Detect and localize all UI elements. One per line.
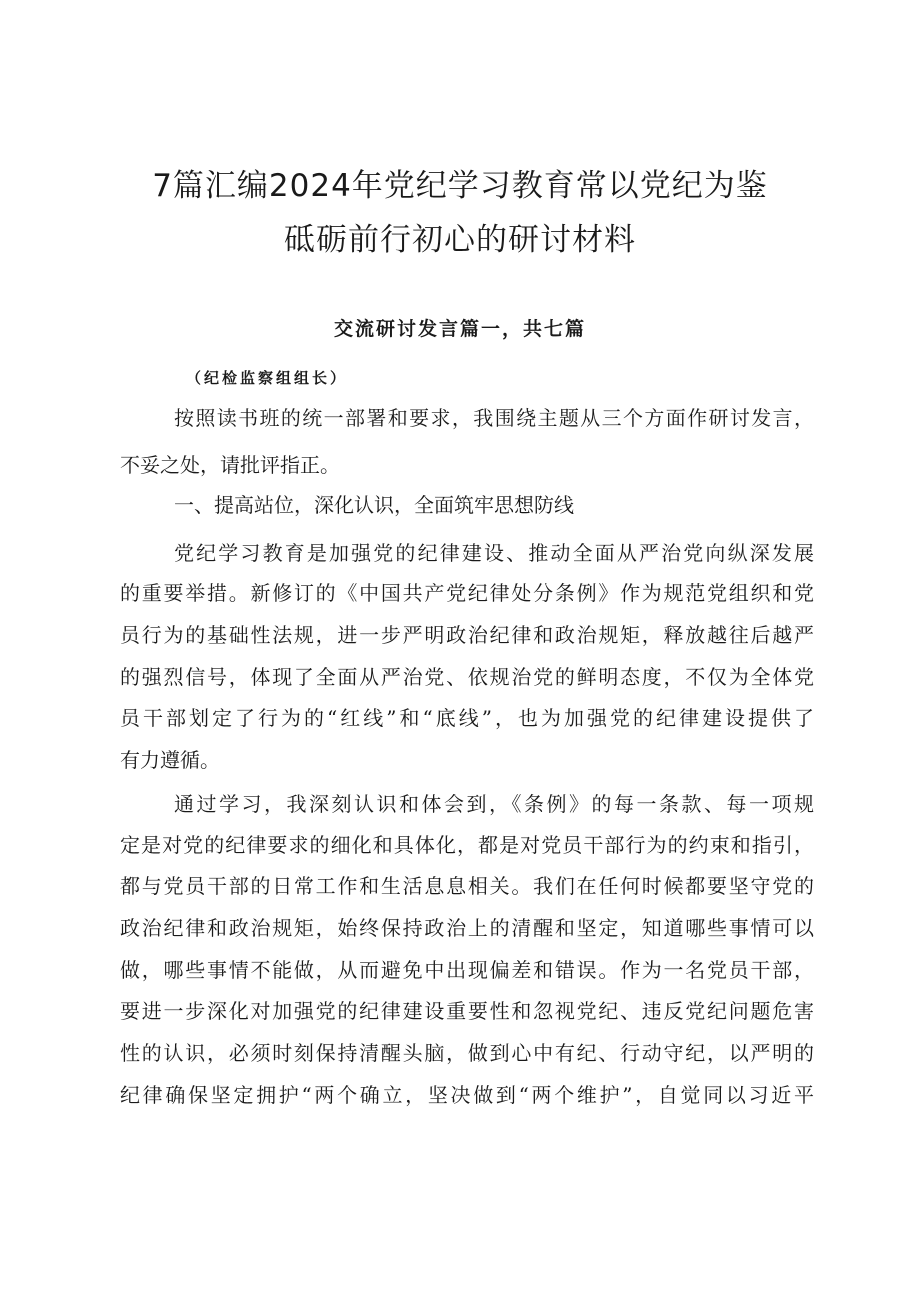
text-line: 要进一步深化对加强党的纪律建设重要性和忽视党纪、违反党纪问题危害	[120, 999, 814, 1023]
text-line: 做，哪些事情不能做，从而避免中出现偏差和错误。作为一名党员干部，	[120, 958, 814, 982]
text-line: 定是对党的纪律要求的细化和具体化，都是对党员干部行为的约束和指引，	[120, 833, 814, 857]
text-line: 的重要举措。新修订的《中国共产党纪律处分条例》作为规范党组织和党	[120, 581, 814, 605]
text-line: 有力遵循。	[120, 748, 220, 772]
section-heading: 一、提高站位，深化认识，全面筑牢思想防线	[174, 493, 574, 517]
text-line: 政治纪律和政治规矩，始终保持政治上的清醒和坚定，知道哪些事情可以	[120, 916, 814, 940]
text-line: 性的认识，必须时刻保持清醒头脑，做到心中有纪、行动守纪，以严明的	[120, 1041, 814, 1065]
text-line: 的强烈信号，体现了全面从严治党、依规治党的鲜明态度，不仅为全体党	[120, 665, 814, 689]
author-role: （纪检监察组组长）	[186, 369, 349, 387]
text-line: 纪律确保坚定拥护“两个确立，坚决做到“两个维护”，自觉同以习近平	[120, 1083, 814, 1107]
text-line: 通过学习，我深刻认识和体会到，《条例》的每一条款、每一项规	[174, 792, 814, 816]
document-title-line-1: 7篇汇编2024年党纪学习教育常以党纪为鉴	[152, 168, 768, 204]
section-subtitle: 交流研讨发言篇一，共七篇	[333, 318, 586, 340]
document-title-line-2: 砥砺前行初心的研讨材料	[284, 222, 636, 258]
text-line: 党纪学习教育是加强党的纪律建设、推动全面从严治党向纵深发展	[174, 541, 814, 565]
text-line: 都与党员干部的日常工作和生活息息相关。我们在任何时候都要坚守党的	[120, 874, 814, 898]
text-line: 不妥之处，请批评指正。	[120, 453, 340, 477]
text-line: 按照读书班的统一部署和要求，我围绕主题从三个方面作研讨发言，	[174, 406, 814, 430]
text-line: 员行为的基础性法规，进一步严明政治纪律和政治规矩，释放越往后越严	[120, 623, 814, 647]
text-line: 员干部划定了行为的“红线”和“底线”，也为加强党的纪律建设提供了	[120, 706, 814, 730]
